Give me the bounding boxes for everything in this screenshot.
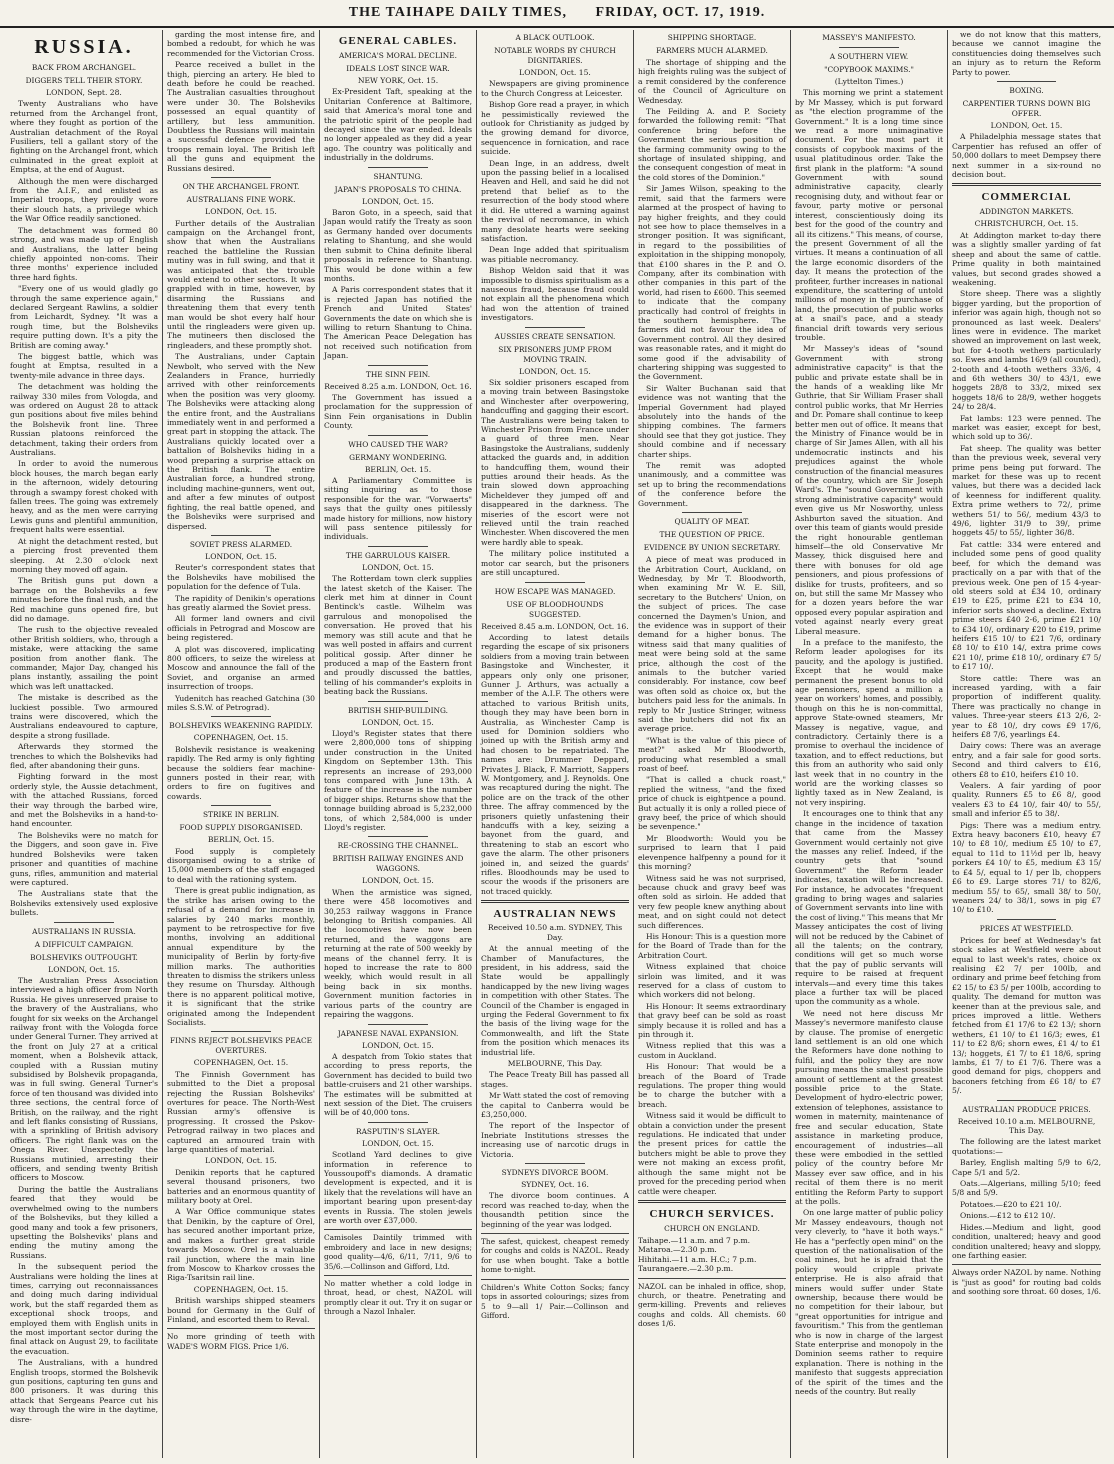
advertisement: No more grinding of teeth with WADE'S WORM FIGS. Price 1/6. (167, 1328, 315, 1351)
paragraph: The divorce boom continues. A record was reached to-day, when the thousandth petition since the beginning of the year was lodged. (481, 1191, 629, 1229)
section-heading: AUSTRALIANS IN RUSSIA. (32, 926, 136, 936)
dateline: LONDON, Oct. 15. (362, 1040, 434, 1050)
dateline: SYDNEY, Oct. 16. (521, 1180, 589, 1190)
subhead: CHURCH ON ENGLAND. (664, 1223, 760, 1233)
section-heading: THE SINN FEIN. (365, 369, 431, 379)
paragraph: The remit was adopted unanimously, and a committee was set up to bring the recommendations of the conference before the Government. (638, 461, 786, 508)
divider (211, 716, 270, 717)
divider (525, 1163, 584, 1164)
paragraph: Afterwards they stormed the trenches to which the Bolsheviks had fled, after abandoning their guns. (10, 742, 158, 771)
paragraph: Bishop Weldon said that it was impossible to dismiss spiritualism as a nauseous fraud, because fraud could not explain all the phenomena which had won the attention of trained investigators. (481, 266, 629, 323)
paragraph: Bishop Gore read a prayer, in which he pessimistically reviewed the outlook for Christianity as judged by the growing demand for divorce, sequencence in fornication, and race suicide. (481, 100, 629, 157)
paragraph: In a preface to the manifesto, the Reform leader apologises for its paucity, and the apology is justified. Except that he would make permanent the present bonus to old age pensioners, spend a million a year on workers' homes, and possibly, though on this he is non-committal, approve State-owned steamers, Mr Massey is negative, vague, and contradictory. Certainly there is a promise to overhaul the incidence of taxation, and to effect reductions, but this from an authority who said only last week that in no country in the world are the working classes so lightly taxed as in New Zealand, is not very inspiring. (795, 637, 943, 807)
section-heading: ON THE ARCHANGEL FRONT. (182, 182, 300, 192)
paragraph: The Bolsheviks were no match for the Diggers, and soon gave in. Five hundred Bolsheviks were taken prisoner and quantities of machine guns, rifles, ammunition and material were captured. (10, 830, 158, 887)
paragraph: His Honour: It seems extraordinary that gravy beef can be sold as roast simply because it is rolled and has a pin through it. (638, 1001, 786, 1039)
column-5 (634, 30, 791, 1458)
dateline: LONDON, Oct. 15. (362, 717, 434, 727)
dateline: COPENHAGEN, Oct. 15. (193, 1284, 289, 1294)
masthead (0, 0, 1114, 28)
dateline: CHRISTCHURCH, Oct. 15. (974, 219, 1079, 229)
paragraph: Pigs: There was a medium entry. Extra heavy baconers £10, heavy £7 10/ to £8 10/, medium £5 10/ to £7, equal to 11d to 11½d per lb, heavy porkers £4 10/ to £5, medium £3 15/ to £4 5/, equal to 1/ per lb, choppers £6 to £9. Large stores 71/ to 82/6, medium 55/ to 65/, small 38/ to 50/, weaners 24/ to 38/1, sows in pig £7 10/ to £10. (952, 820, 1101, 915)
paragraph: At night the detachment rested, but a piercing frost prevented them sleeping. At 2.30 o'clock next morning they moved off again. (10, 536, 158, 574)
paragraph: The detachment was holding the railway 330 miles from Vologda, and was ordered on August 28 to attack gun positions about five miles behind the Bolshevik front line. Three Russian platoons reinforced the detachment, taking their orders from Australians. (10, 382, 158, 458)
paragraph: Mr Massey's ideas of "sound Government with strong administrative capacity" is that the public and private estate shall be in the hands of a weakling like Mr Guthrie, that Sir William Fraser shall control public works, that Mr Herries and Dr. Pomare shall continue to keep better men out of office. It means that the Ministry of Finance would be in charge of Sir James Allen, with all his undemocratic instincts and his prejudices against the whole construction of the financial measures of the country, which are Sir Joseph Ward's. The "sound Government with strong administrative capacity" would even give us Mr Nosworthy, unless Ashburton saved the situation. And over this team of giants would preside the right honourable gentleman himself—the old Conservative Mr Massey, thick disguised here and there with bonuses for old age pensioners, and pious professions of dislike for trusts, profiteers, and so on, but still the same Mr Massey who for a dozen years before the war opposed every popular aspiration and voted against nearly every great Liberal measure. (795, 344, 943, 636)
service-line: Hihitahi.—11 a.m. H.C.; 7 p.m. (638, 1254, 757, 1264)
column-4 (477, 30, 634, 1458)
divider (525, 327, 584, 328)
section-heading: AUSTRALIAN PRODUCE PRICES. (962, 1104, 1091, 1114)
service-line: Taihape.—11 a.m. and 7 p.m. (638, 1235, 751, 1245)
divider (211, 805, 270, 806)
paragraph: The Feilding A. and P. Society forwarded the following remit: "That conference bring before the Government the serious position of the farming community owing to the shortage of insulated shipping, and the consequent congestion of meat in the cold stores of the Dominion." (638, 107, 786, 182)
paragraph: Witness replied that this was a custom in Auckland. (638, 1041, 786, 1060)
paragraph: Reuter's correspondent states that the Bolsheviks have mobilised the population for the defence of Tula. (167, 563, 315, 592)
divider (682, 512, 741, 513)
paragraph: Store sheep. There was a slightly bigger yarding, but the proportion of inferior was again high, though not so pronounced as last week. Dealers' lines were in evidence. The market showed an improvement on last week, but for 4-tooth wethers particularly so. Ewes and lambs 16/9 (all counted), 2-tooth and 4-tooth wethers 33/6, 4 and 6th wethers 30/ to 43/1, ewe hoggets 28/8 to 33/2, mixed sex hoggets 18/6 to 28/9, wether hoggets 24/ to 28/4. (952, 289, 1101, 412)
headline-general-cables: GENERAL CABLES. (338, 35, 458, 47)
paragraph: Dairy cows: There was an average entry, and a fair sale for good sorts. Second and third calvers to £16, others £8 to £10, heifers £10 10. (952, 741, 1101, 779)
column-3 (320, 30, 477, 1458)
paragraph: Scotland Yard declines to give information in reference to Youssoupoff's diamonds. A dramatic development is expected, and it is likely that the revelations will have an important bearing upon present-day events in Russia. The stolen jewels are worth over £37,000. (324, 1150, 472, 1225)
paragraph: Sir Walter Buchanan said that evidence was not wanting that the Imperial Government had played absolutely into the hands of the shipping combines. The farmers should see that they got justice. They should combine and if necessary charter ships. (638, 383, 786, 459)
dateline: LONDON, Oct. 15. (205, 551, 277, 561)
divider (997, 919, 1057, 920)
subhead: SIX PRISONERS JUMP FROM MOVING TRAIN. (498, 344, 612, 364)
paragraph: Baron Goto, in a speech, said that Japan would ratify the Treaty as soon as Germany handed over documents relating to Shantung, and she would then submit to China definite liberal proposals in reference to Shantung. This would be done within a few months. (324, 208, 472, 283)
dateline: LONDON, Oct. 15. (362, 562, 434, 572)
paragraph: The Australians state that the Bolsheviks extensively used explosive bullets. (10, 889, 158, 918)
headline-church-services: CHURCH SERVICES. (649, 1207, 775, 1220)
divider (211, 177, 270, 178)
section-heading: A BLACK OUTLOOK. (515, 33, 595, 42)
section-heading: RE-CROSSING THE CHANNEL. (337, 841, 459, 851)
paragraph: Witness said he was not surprised, because chuck and gravy beef was often sold as sirloin. He added that very few people knew anything about meat, and on sight could not detect such differences. (638, 873, 786, 930)
divider (368, 1024, 427, 1025)
paragraph: Vealers. A fair yarding of poor quality. Runners £5 to £6 8/, good vealers £3 to £4 10/, fair 40/ to 55/, small and inferior £5 to 38/. (952, 781, 1101, 819)
dateline: Received 10.10 a.m. MELBOURNE, This Day. (957, 1116, 1096, 1136)
paragraph: we do not know that this matters, because we cannot imagine the constituencies doing themselves such an injury as to return the Reform Party to power. (952, 30, 1101, 77)
dateline: LONDON, Sept. 28. (46, 88, 122, 97)
subhead: CARPENTIER TURNS DOWN BIG OFFER. (962, 99, 1091, 119)
divider (54, 922, 113, 923)
paragraph: The Government has issued a proclamation for the suppression of Sinn Fein organisations in Dublin County. (324, 392, 472, 431)
paragraph: Fighting forward in the most orderly style, the Aussie detachment, with the attached Russians, forced their way through the barbed wire, and met the Bolsheviks in a hand-to-hand encounter. (10, 772, 158, 829)
section-heading: JAPANESE NAVAL EXPANSION. (337, 1028, 459, 1038)
paragraph: A plot was discovered, implicating 800 officers, to seize the wireless at Moscow and announce the fall of the Soviet, and organise an armed insurrection of troops. (167, 644, 315, 692)
subhead: THE QUESTION OF PRICE. (659, 530, 765, 540)
paragraph: A War Office communique states that Denikin, by the capture of Orel, has secured another important prize, and makes a further great stride towards Moscow. Orel is a valuable rail junction, where the main line from Moscow to Kharkov crosses the Riga-Tsaritsin rail line. (167, 1207, 315, 1283)
paragraph: The military police instituted a motor car search, but the prisoners are still uncaptured. (481, 549, 629, 578)
divider (368, 701, 427, 702)
paragraph: Mr Watt stated the cost of removing the capital to Canberra would be £3,250,000. (481, 1091, 629, 1119)
paragraph: This morning we print a statement by Mr Massey, which is put forward as "the election programme of the Government." It is a long time since we read a more unimaginative document. For the most part it consists of copybook maxims of the usual platitudinous order. Take the first plank in the platform: "A sound Government with sound administrative capacity, clearly recognising duty, and without fear or favour, party motive or personal interest, conscientiously doing its best for the good of the country and all its citizens." This means, of course, the present Government of all the virtues. It means a continuation of all the large economic disorders of the day. It means the protection of the profiteer, further increases in national expenditure, the scattering of untold millions of money in the purchase of land, the prosecution of public works at a snail's pace, and a steady financial drift towards very serious trouble. (795, 88, 943, 342)
paragraph: garding the most intense fire, and bombed a redoubt, for which he was recommended for the Victorian Cross. (167, 30, 315, 58)
paragraph: Dean Inge, in an address, dwelt upon the passing belief in a localised Heaven and Hell, and said he did not pretend that belief as to the resurrection of the body stood where it did. He uttered a warning against the revival of necromance, in which many desolate hearts were seeking satisfaction. (481, 158, 629, 243)
column-7 (948, 30, 1105, 1458)
paragraph: Fat sheep. The quality was better than the previous week, several very prime pens being put forward. The market for these was up to recent values, but there was a decided lack of keenness for indifferent quality. Extra prime wethers to 72/, prime wethers 51/ to 56/, medium 43/3 to 49/6, lighter 31/9 to 39/, prime hoggets 45/ to 55/, lighter 36/8. (952, 443, 1101, 538)
divider (368, 365, 427, 366)
masthead-title: THE TAIHAPE DAILY TIMES, (348, 5, 568, 20)
section-heading: SHIPPING SHORTAGE. (667, 33, 757, 42)
dateline: MELBOURNE, This Day. (507, 1058, 603, 1068)
dateline: COPENHAGEN, Oct. 15. (193, 733, 289, 743)
column-1 (6, 30, 163, 1458)
divider (211, 535, 270, 536)
paragraph: Hides.—Medium and light, good condition, unaltered; heavy and good condition unaltered; heavy and sloppy, one farthing easier. (952, 1222, 1101, 1260)
dateline: BERLIN, Oct. 15. (207, 835, 275, 845)
divider (368, 836, 427, 837)
paragraph: Food supply is completely disorganised owing to a strike of 15,000 members of the staff engaged to deal with the rationing system. (167, 846, 315, 884)
paragraph: Witness said it would be difficult to obtain a conviction under the present regulations. He indicated that under the present prices for cattle the butchers might be able to prove they were not making an excess profit, although the same might not be proved for the preceding period when cattle were cheaper. (638, 1111, 786, 1196)
divider (997, 81, 1057, 82)
paragraph: The shortage of shipping and the high freights ruling was the subject of a remit considered by the conference of the Council of Agriculture on Wednesday. (638, 58, 786, 105)
paragraph: His Honour: That would be a breach of the Board of Trade regulations. The proper thing would be to charge the butcher with a breach. (638, 1062, 786, 1109)
paragraph: The Peace Treaty Bill has passed all stages. (481, 1070, 629, 1089)
divider (368, 1122, 427, 1123)
divider (952, 183, 1101, 186)
advertisement: Children's White Cotton Socks; fancy tops in assorted colourings; sizes from 5 to 9—all 1/ Pair.—Collinson and Gifford. (481, 1279, 629, 1321)
paragraph: Denikin reports that he captured several thousand prisoners, two batteries and an enormous quantity of military booty at Orel. (167, 1167, 315, 1206)
section-heading: FINNS REJECT BOLSHEVIKS PEACE OVERTURES. (169, 1036, 313, 1056)
subhead: EVIDENCE BY UNION SECRETARY. (643, 543, 781, 553)
subhead: AUSTRALIANS FINE WORK. (186, 195, 296, 205)
divider (368, 435, 427, 436)
divider (211, 1031, 270, 1032)
paragraph: On one large matter of public policy Mr Massey endeavours, though not very cleverly, to "have it both ways." He has a "perfectly open mind" on the question of the nationalisation of the coal mines, but he is afraid that the policy would cripple private enterprise. He is also afraid that miners would suffer under State ownership, because there would be no competition for their labour, but "great opportunities for intrigue and favouritism." This from the gentleman who is now in charge of the largest State enterprise and monopoly in the Dominion seems rather to require explanation. There is nothing in the manifesto that suggests appreciation of the spirit of the times and the needs of the country. But really (795, 1208, 943, 1397)
paragraph: Ex-President Taft, speaking at the Unitarian Conference at Baltimore, said that America's moral tone and the patriotic spirit of the people had decayed since the war ended. Ideals no longer appealed as they did a year ago. The country was politically and industrially in the doldrums. (324, 87, 472, 163)
paragraph: "Every one of us would gladly go through the same experience again," declared Sergeant Rawlins, a soldier from Leichardt, Sydney. "It was a rough time, but the Bolsheviks require putting down. It's a pity the British are coming away." (10, 284, 158, 350)
section-heading: STRIKE IN BERLIN. (202, 810, 280, 820)
page-columns (6, 30, 1108, 1458)
section-heading: THE GARRULOUS KAISER. (345, 550, 451, 560)
headline-russia: RUSSIA. (34, 36, 134, 58)
paragraph: In the subsequent period the Australians were holding the lines at times, carrying out reconnaissances and doing much daring individual work, but the staff regarded them as exceptional shock troops, and employed them with English units in the most important sector during the final attack on August 29, to facilitate the evacuation. (10, 1262, 158, 1356)
paragraph: The detachment was formed 80 strong, and was made up of English and Australians, the latter being chiefly appointed non-coms. Their three months' experience included three hard fights. (10, 225, 158, 282)
paragraph: The biggest battle, which was fought at Emptsa, resulted in a twenty-mile advance in three days. (10, 351, 158, 380)
subhead: FARMERS MUCH ALARMED. (656, 46, 768, 55)
section-heading: BOXING. (1009, 86, 1044, 96)
paragraph: Bolshevik resistance is weakening rapidly. The Red army is only fighting because the soldiers fear machine-gunners posted in their rear, with orders to fire on fugitives and cowards. (167, 744, 315, 801)
section-heading: BOLSHEVIKS WEAKENING RAPIDLY. (169, 721, 313, 731)
dateline: LONDON, Oct. 15. (362, 876, 434, 886)
paragraph: The Australians, with a hundred English troops, stormed the Bolshevik gun positions, capturing ten guns and 800 prisoners. It was during this attack that Sergeans Pearce cut his way through the wire in the daytime, disre- (10, 1358, 158, 1424)
source-line: (Lyttelton Times.) (834, 77, 904, 86)
divider (525, 582, 584, 583)
dateline: LONDON, Oct. 15. (205, 1156, 277, 1166)
section-heading: MASSEY'S MANIFESTO. (822, 33, 916, 42)
paragraph: Onions.—£12 to £12 10/. (960, 1211, 1056, 1221)
paragraph: Witness explained that choice sirloin was limited, and it was reserved for a class of custom to which workers did not belong. (638, 962, 786, 1000)
paragraph: A Parliamentary Committee is sitting inquiring as to those responsible for the war. "Vorwaerts" says that the guilty ones pitilessly made history for millions, now history will pass sentence pitilessly for individuals. (324, 476, 472, 542)
section-heading: WHO CAUSED THE WAR? (348, 439, 448, 449)
paragraph: At Addington market to-day there was a slightly smaller yarding of fat sheep and about the same of cattle. Prime quality in both maintained values, but second grades showed a weakening. (952, 230, 1101, 287)
dateline: LONDON, Oct. 15. (990, 121, 1063, 131)
subhead: DIGGERS TELL THEIR STORY. (25, 76, 143, 85)
section-heading: AUSSIES CREATE SENSATION. (494, 331, 616, 341)
paragraph: All former land owners and civil officials in Petrograd and Moscow are being registered. (167, 614, 315, 643)
paragraph: The mistake is described as the luckiest possible. Two armoured trains were discovered, which the Australians endeavoured to capture, despite a strong fusillade. (10, 693, 158, 740)
dateline: Received 10.50 a.m. SYDNEY, This Day. (487, 923, 623, 942)
paragraph: The rush to the objective revealed other British soldiers, who, through a mistake, were attacking the same position from another flank. The commander, Major Day, changed his plans instantly, assailing the point which was left unattacked. (10, 625, 158, 691)
paragraph: The report of the Inspector of Inebriate Institutions stresses the increasing use of narcotic drugs in Victoria. (481, 1121, 629, 1159)
paragraph: We need not here discuss Mr Massey's nevermore manifesto clause by clause. The promise of energetic land settlement is an old one which the Reformers have done nothing to fulfil, and the policy they are now pursuing means the smallest possible amount of settlement at the greatest possible price to the State. Development of hydro-electric power, extension of telephones, assistance to women in maternity, maintenance of free and secular education, State assistance in marketing produce, encouragement of industries—all these were embodied in the settled policy of the country before Mr Massey ever saw office, and in his recital of them there is no merit entitling the Reform Party to support at the polls. (795, 1008, 943, 1206)
service-line: Taurangaere.—2.30 p.m. (638, 1264, 734, 1274)
dateline: Received 8.45 a.m. LONDON, Oct. 16. (481, 621, 629, 631)
paragraph: Although the men were discharged from the A.I.F., and enlisted as Imperial troops, they proudly wore their slouch hats, a privilege which the War Office readily sanctioned. (10, 176, 158, 224)
divider (638, 1200, 786, 1203)
paragraph: Potatoes.—£20 to £21 10/. (960, 1199, 1062, 1209)
headline-commercial: COMMERCIAL (981, 191, 1072, 204)
subhead: GERMANY WONDERING. (349, 452, 447, 462)
paragraph: The rapidity of Denikin's operations has greatly alarmed the Soviet press. (167, 593, 315, 612)
paragraph: Six soldier prisoners escaped from a moving train between Basingstoke and Winchester after overpowering, handcuffing and gagging their escort. The Australians were being taken to Winchester Prison from France under a guard of three men. Near Basingstoke the Australians, suddenly attacked the guards and, in addition to handcuffing them, wound their putties around their heads. As the train slowed down approaching Micheldever they jumped off and disappeared in the darkness. The miseries of the escort were not relieved until the train reached Winchester. When discovered the men were hardly able to speak. (481, 377, 629, 547)
paragraph: A piece of meat was produced in the Arbitration Court, Auckland, on Wednesday, by Mr T. Bloodworth, when examining Mr W. E. Sill, secretary to the Butchers' Union, on the subject of prices. The case concerned the Daymen's Union, and the evidence was in support of their demand for a higher bonus. The witness said that many qualities of meat were being sold at the same price, although the cost of the animals to the butcher varied considerably. For instance, cow beef was often sold as choice ox, but the butchers paid less for the animals. In reply to Mr Justice Stringer, witness said the butchers did not fix an average price. (638, 555, 786, 734)
advertisement: Always order NAZOL by name. Nothing is "just as good" for routing bad colds and soothing sore throat. 60 doses, 1/6. (952, 1264, 1101, 1296)
paragraph: The following are the latest market quotations:— (952, 1137, 1101, 1156)
divider (368, 546, 427, 547)
section-heading: RASPUTIN'S SLAYER. (356, 1126, 440, 1136)
dateline: LONDON, Oct. 15. (48, 964, 120, 974)
paragraph: Further details of the Australian campaign on the Archangel front, show that when the Australians reached the battleline the Russian mutiny was in full swing, and that it was anticipated that the trouble would extend to other sectors. It was grappled with in time, however, by disarming the Russians and threatening them that every tenth man would be shot every half hour until the ringleaders were given up. The mutineers then disclosed the ringleaders, and these promptly shot. (167, 218, 315, 350)
subhead: "COPYBOOK MAXIMS." (824, 65, 914, 74)
dateline: LONDON, Oct. 15. (205, 207, 277, 217)
divider (839, 47, 898, 48)
paragraph: British warships shipped steamers bound for Germany in the Gulf of Finland, and escorted them to Reval. (167, 1296, 315, 1324)
paragraph: It encourages one to think that any change in the incidence of taxation that came from the Massey Government would certainly not give the masses any relief. Indeed, if the country gets that "sound Government" the Reform leader indicates, taxation will be increased. For instance, he advocates "frequent grading to bring wages and salaries of Government servants into line with the cost of living." This means that Mr Massey anticipates the cost of living will not be reduced by the Cabinet of all the talents; on the contrary, conditions will get so much worse that the pay of public servants will require to be raised at frequent intervals—and every time this takes place a further tax will be placed upon the community as a whole. (795, 809, 943, 1007)
paragraph: The Finnish Government has submitted to the Diet a proposal rejecting the Russian Bolsheviks' overtures for peace. The North-West Russian army's offensive is progressing. It crossed the Pskov-Petrograd railway in two places and captured an armoured train with large quantities of material. (167, 1069, 315, 1155)
paragraph: Fat cattle: 334 were entered and included some pens of good quality beef, for which the demand was practically on a par with that of the previous week. One pen of 15 4-year-old steers sold at £34 10, ordinary £19 to £25, prime £21 to £34 10, inferior sorts showed a decline. Extra prime steers £40 2-6, prime £21 10/ to £34 10/, ordinary £20 to £19, prime heifers £15 10/ to £21 7/6, ordinary £8 10/ to £10 14/, extra prime cows £21 10/, prime £18 10/, ordinary £7 5/ to £17 10/. (952, 539, 1101, 672)
subhead: FOOD SUPPLY DISORGANISED. (179, 823, 303, 833)
paragraph: Fat lambs: 123 were penned. The market was easier, except for best, which sold up to 36/. (952, 413, 1101, 442)
dateline: BERLIN, Oct. 15. (364, 464, 432, 474)
column-2 (163, 30, 320, 1458)
paragraph: Yudenitch has reached Gatchina (30 miles S.S.W. of Petrograd). (167, 693, 315, 712)
paragraph: Pearce received a bullet in the thigh, piercing an artery. He bled to death before he could be reached. The Australian casualties throughout were under 30. The Bolsheviks possessed an equal quantity of artillery, but less ammunition. Doubtless the Russians will maintain a successful defence provided the troops remain loyal. The British left all the guns and equipment the Russians desired. (167, 60, 315, 173)
paragraph: Barley, English malting 5/9 to 6/2, Cape 5/1 and 5/2. (952, 1158, 1101, 1177)
paragraph: Prices for beef at Wednesday's fat stock sales at Westfield were about equal to last week's rates, choice ox realising £2 7/ per 100lb, and ordinary and prime beef fetching from £2 15/ to £3 5/ per 100lb, according to quality. The demand for mutton was keener than at the previous sale, and prices improved a little. Wethers fetched from £1 17/6 to £2 13/; shorn wethers, £1 10/ to £1 16/3; ewes, £1 11/ to £2 8/6; shorn ewes, £1 4/ to £1 13/; hoggets, £1 7/ to £1 18/6, spring lambs, £1 7/ to £1 7/6. There was a good demand for pigs, choppers and baconers fetching from £6 18/ to £7 5/. (952, 935, 1101, 1096)
paragraph: Store cattle: There was an increased yarding, with a fair proportion of indifferent quality. There was practically no change in values. Three-year steers £13 2/6, 2-year to £8 10/, dry cows £9 17/6, heifers £8 7/6, yearlings £4. (952, 673, 1101, 739)
subhead: JAPAN'S PROPOSALS TO CHINA. (334, 184, 462, 194)
subhead: AMERICA'S MORAL DECLINE. (338, 51, 458, 60)
section-heading: SYDNEYS DIVORCE BOOM. (501, 1168, 609, 1178)
paragraph: Dean Inge added that spiritualism was pitiable necromancy. (481, 245, 629, 264)
paragraph: His Honour: This is a question more for the Board of Trade than for the Arbitration Court. (638, 931, 786, 960)
paragraph: Twenty Australians who have returned from the Archangel front, where they fought as portion of the Australian detachment of the Royal Fusiliers, tell a gallant story of the fighting on the Archangel front, which culminated in the great exploit at Emptsa, at the end of August. (10, 99, 158, 175)
advertisement: The safest, quickest, cheapest remedy for coughs and colds is NAZOL. Ready for use when bought. Take a bottle home to-night. (481, 1233, 629, 1275)
paragraph: A despatch from Tokio states that according to press reports, the Government has decided to build two battle-cruisers and 21 other warships. The estimates will be submitted at next session of the Diet. The cruisers will be of 40,000 tons. (324, 1051, 472, 1118)
paragraph: Sir James Wilson, speaking to the remit, said that the farmers were alarmed at the prospect of having to pay higher freights, and they could not see how to place themselves in a stronger position. It was significant, in regard to the possibilities of exploitation in the shipping monopoly, that £100 shares in the P. and O. Company, after its combination with other companies in this part of the world, had risen to £600. This seemed to indicate that the company practically had control of freights in the southern hemisphere. The farmers did not favour the idea of Government control. All they desired was reasonable rates, and it might do some good if the advisability of chartering shipping was suggested to the Government. (638, 184, 786, 382)
paragraph: At the annual meeting of the Chamber of Manufactures, the president, in his address, said the State would be appallingly handicapped by the new living wages in competition with other States. The Council of the Chamber is engaged in urging the Federal Government to fix the basis of the living wage for the Commonwealth, and lift the State from the position which menaces its industrial life. (481, 944, 629, 1057)
paragraph: Oats.—Algerians, milling 5/10; feed 5/8 and 5/9. (952, 1179, 1101, 1198)
paragraph: The British guns put down a barrage on the Bolsheviks a few minutes before the final rush, and the Red machine guns opened fire, but did no damage. (10, 576, 158, 623)
paragraph: A Philadelphia message states that Carpentier has refused an offer of 50,000 dollars to meet Dempsey there next summer in a six-round no decision bout. (952, 132, 1101, 180)
advertisement: No matter whether a cold lodge in throat, head, or chest, NAZOL will promptly clear it out. Try it on sugar or through a Nazol Inhaler. (324, 1275, 472, 1317)
paragraph: A Paris correspondent states that it is rejected Japan has notified the French and United States' Governments the date on which she is willing to return Shantung to China. The American Peace Delegation has not received such notification from Japan. (324, 285, 472, 361)
dateline: Received 8.25 a.m. LONDON, Oct. 16. (324, 381, 472, 391)
subhead: NOTABLE WORDS BY CHURCH DIGNITARIES. (494, 46, 616, 65)
dateline: LONDON, Oct. 15. (519, 68, 591, 77)
subhead: A SOUTHERN VIEW. (829, 52, 909, 61)
paragraph: The Australian Press Association interviewed a high officer from North Russia. He gives unreserved praise to the bravery of the Australians, who fought for six weeks on the Archangel railway front with the Vologda force under General Turner. They arrived at the front on July 27 at a critical moment, when a Bolshevik attack, coupled with a Russian mutiny subsidised by Bolshevik propaganda, was in full swing. General Turner's force of ten thousand was divided into three sections, the central force of British, on the railway, and the right and left flanks consisting of Russians, with a sprinkling of British advisory officers. The right flank was on the Onega River. Unexpectedly the Russians mutinied, arresting their officers, and sending twenty British officers to Moscow. (10, 975, 158, 1183)
dateline: NEW YORK, Oct. 15. (357, 76, 439, 85)
paragraph: The Australians, under Captain Newbolt, who served with the New Zealanders in France, hurriedly arrived with other reinforcements when the position was very gloomy. The Bolsheviks were attacking along the entire front, and the Australians immediately went in and performed a great part in stopping the attack. The Australians quickly located over a battalion of Bolsheviks hiding in a wood preparing a surprise attack on the British flank. The entire Australian force, a hundred strong, including machine-gunners, went out, and after a few minutes of outpost fighting, the real battle opened, and the Bolsheviks were surprised and dispersed. (167, 352, 315, 531)
paragraph: "What is the value of this piece of meat?" asked Mr Bloodworth, producing what resembled a small roast of beef. (638, 735, 786, 774)
advertisement: Camisoles Daintily trimmed with embroidery and lace in new designs; good quality—4/6, 6/11, 7/11, 9/6 to 35/6.—Collinson and Gifford, Ltd. (324, 1229, 472, 1271)
dateline: COPENHAGEN, Oct. 15. (193, 1058, 289, 1068)
section-heading: HOW ESCAPE WAS MANAGED. (494, 586, 616, 596)
subhead: BOLSHEVIKS OUTFOUGHT. (30, 952, 138, 962)
subhead: USE OF BLOODHOUNDS SUGGESTED. (506, 599, 604, 619)
masthead-date: FRIDAY, OCT. 17, 1919. (595, 5, 766, 20)
paragraph: During the battle the Australians feared that they would be overwhelmed owing to the numbers of the Bolsheviks, but they killed a good many and took a few prisoners, upsetting the Bolsheviks' plans and ending the mutiny among the Russians. (10, 1184, 158, 1260)
section-heading: SHANTUNG. (373, 171, 423, 181)
paragraph: The Rotterdam town clerk supplies the latest sketch of the Kaiser. The clerk met him at dinner in Count Bentinck's castle. Wilhelm was garrulous and monopolised the conversation. He proved that his memory was still acute and that he was well posted in affairs and current political gossip. After dinner he produced a map of the Eastern front and proudly discussed the battles, telling of his commander's exploits in beating back the Russians. (324, 574, 472, 697)
paragraph: "That is called a chuck roast," replied the witness, "and the fixed price of chuck is eightpence a pound. But actually it is only a rolled piece of gravy beef, the price of which should be sevenpence." (638, 775, 786, 832)
subhead: ADDINGTON MARKETS. (979, 207, 1074, 217)
section-heading: PRICES AT WESTFIELD. (979, 923, 1074, 933)
dateline: LONDON, Oct. 15. (519, 366, 591, 376)
divider (997, 1100, 1057, 1101)
paragraph: Lloyd's Register states that there were 2,800,000 tons of shipping under construction in the United Kingdom on September 13th. This represents an increase of 293,000 tons compared with June 13th. A feature of the increase is the number of bigger ships. Returns show that the tonnage building abroad is 5,232,000 tons, of which 2,584,000 is under Lloyd's register. (324, 728, 472, 832)
column-6 (791, 30, 948, 1458)
section-heading: SOVIET PRESS ALARMED. (189, 539, 293, 549)
subhead: IDEALS LOST SINCE WAR. (346, 64, 450, 73)
subhead: BRITISH RAILWAY ENGINES AND WAGGONS. (332, 854, 464, 874)
section-heading: QUALITY OF MEAT. (674, 517, 750, 527)
headline-australian-news: AUSTRALIAN NEWS (493, 908, 617, 921)
paragraph: When the armistice was signed, there were 458 locomotives and 30,253 railway waggons in France belonging to British companies. All the locomotives have now been returned, and the waggons are returning at the rate of 500 weekly by means of the channel ferry. It is hoped to increase the rate to 800 weekly, which would result in all being back in six months. Government munition factories in various parts of the country are repairing the waggons. (324, 887, 472, 1020)
paragraph: Newspapers are giving prominence to the Church Congress at Leicester. (481, 79, 629, 98)
paragraph: According to latest details regarding the escape of six prisoners soldiers from a moving train between Basingstoke and Winchester, it appears only only one prisoner, Gunner J. Arthurs, was actually a member of the A.I.F. The others were attached to various British units, though they may have been born in Australia, as Winchester Camp is used for Dominion soldiers who joined up with the British army and had chosen to be repatriated. The names are: Drummer Deppard, Privates J. Black, F. Marriott, Sappers W. Montgomery, and J. Reynolds. One was recaptured during the night. The police are on the track of the other three. The affray commenced by the prisoners quietly unfastening their handcuffs with a key, seizing a bayonet from the guard, and threatening to stab an escort who gave the alarm. The other prisoners joined in, and seized the guards' rifles. Bloodhounds may be used to scour the woods if the prisoners are not traced quickly. (481, 632, 629, 896)
paragraph: There is great public indignation, as the strike has arisen owing to the refusal of a demand for increase in salaries by 240 marks monthly, payment to be retrospective for five months, involving an additional annual expenditure by the municipality of Berlin by forty-five million marks. The authorities threaten to dismiss the strikers unless they resume on Thursday. Although there is no apparent political motive, it is significant that the strike originated among the Independent Socialists. (167, 886, 315, 1027)
divider (368, 167, 427, 168)
subhead: BACK FROM ARCHANGEL. (31, 63, 137, 72)
service-line: Mataroa.—2.30 p.m. (638, 1245, 717, 1255)
subhead: A DIFFICULT CAMPAIGN. (34, 939, 134, 949)
paragraph: Mr Bloodworth: Would you be surprised to learn that I paid elevenpence halfpenny a pound for it this morning? (638, 833, 786, 872)
paragraph: In order to avoid the numerous block houses, the march began early in the afternoon, widely detouring through a swampy forest choked with fallen trees. The going was extremely heavy, and as the men were carrying Lewis guns and plentiful ammunition, frequent halts were essential. (10, 459, 158, 535)
section-heading: BRITISH SHIP-BUILDING. (348, 705, 448, 715)
dateline: LONDON, Oct. 15. (362, 196, 434, 206)
dateline: LONDON, Oct. 15. (362, 1138, 434, 1148)
advertisement: NAZOL can be inhaled in office, shop, church, or theatre. Penetrating and germ-killing. Prevents and relieves coughs and colds. All chemists. 60 doses 1/6. (638, 1278, 786, 1329)
divider (481, 900, 629, 903)
